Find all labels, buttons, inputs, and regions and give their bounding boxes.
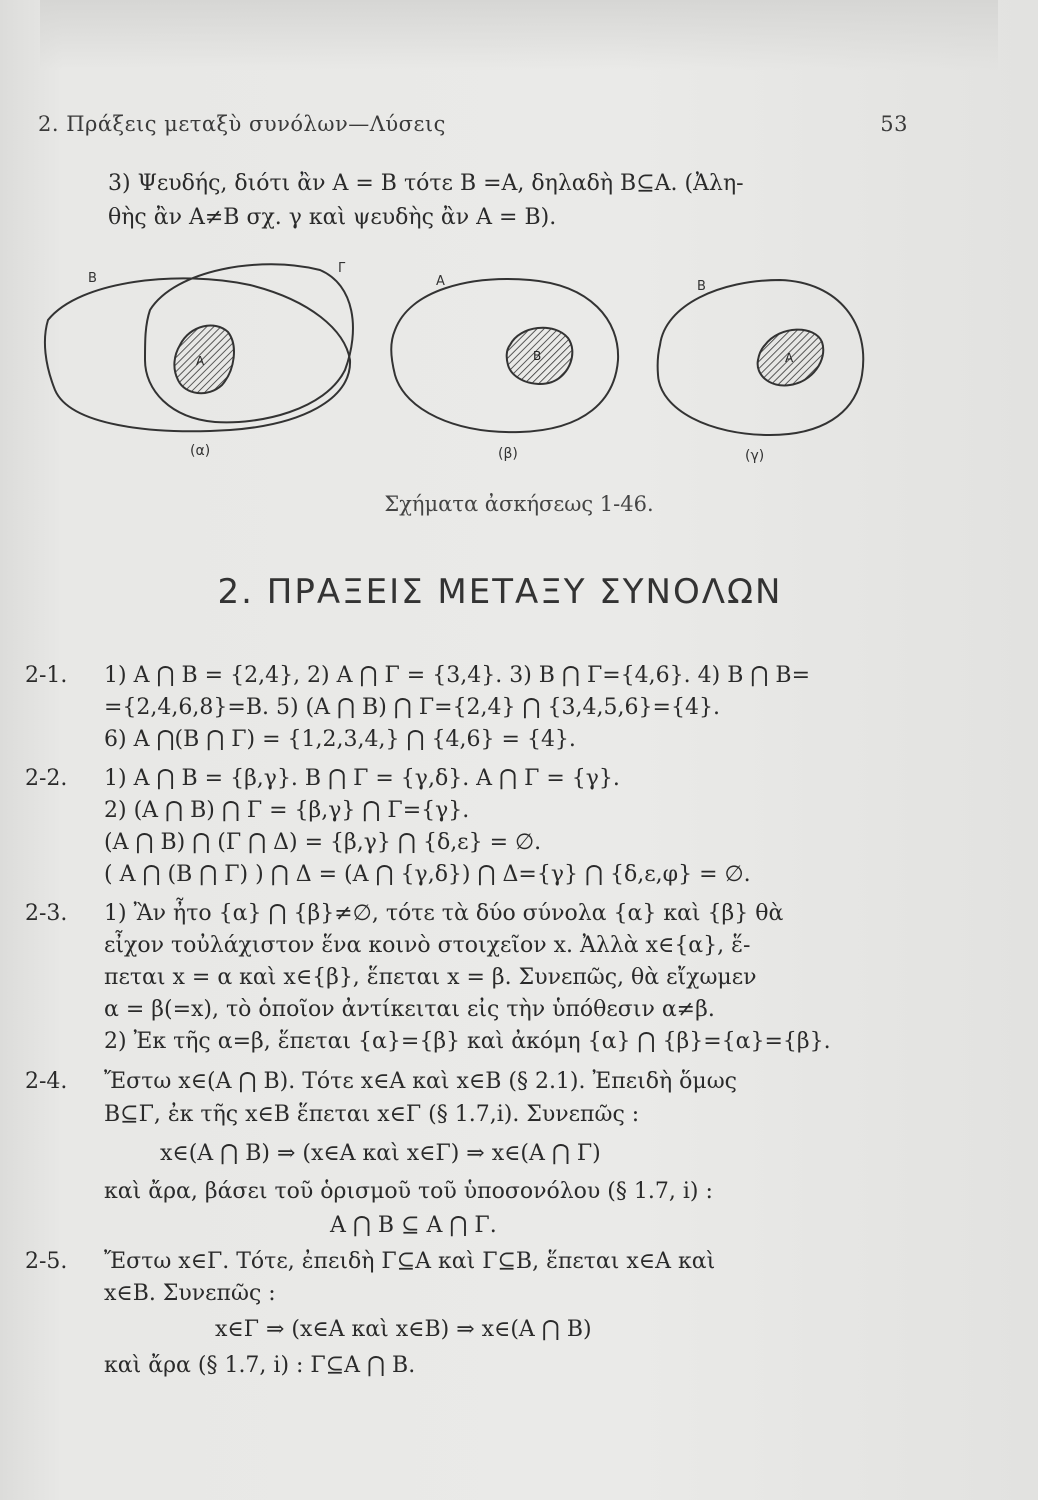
figure-b-caption: (β) <box>498 446 518 462</box>
figure-a-second-label: Γ <box>338 261 346 276</box>
figure-b-outer-label: A <box>436 274 445 289</box>
exercise-line: x∈(A ⋂ B) ⇒ (x∈A καὶ x∈Γ) ⇒ x∈(A ⋂ Γ) <box>160 1141 601 1166</box>
exercise-line: καὶ ἄρα, βάσει τοῦ ὁρισμοῦ τοῦ ὑποσονόλου (§ 1.7, i) : <box>104 1179 713 1204</box>
exercise-line: 1) A ⋂ B = {2,4}, 2) A ⋂ Γ = {3,4}. 3) B ⋂ Γ={4,6}. 4) B ⋂ B= <box>104 663 811 688</box>
figure-c-outer-label: B <box>697 279 706 294</box>
exercise-line: Ἔστω x∈(A ⋂ B). Τότε x∈A καὶ x∈B (§ 2.1). Ἐπειδὴ ὅμως <box>104 1069 737 1094</box>
exercise-line: 6) A ⋂(B ⋂ Γ) = {1,2,3,4,} ⋂ {4,6} = {4}. <box>104 727 576 752</box>
figure-b-set-a <box>391 279 618 432</box>
figure-b <box>391 274 618 462</box>
exercise-line: πεται x = α καὶ x∈{β}, ἕπεται x = β. Συνεπῶς, θὰ εἴχωμεν <box>104 965 757 990</box>
intro-line-1: 3) Ψευδής, διότι ἂν A = B τότε B =A, δηλαδὴ B⊆A. (Ἀλη- <box>108 171 744 196</box>
exercise-line: 2) Ἐκ τῆς α=β, ἕπεται {α}={β} καὶ ἀκόμη {α} ⋂ {β}={α}={β}. <box>104 1029 831 1054</box>
section-title: 2. ΠΡΑΞΕΙΣ ΜΕΤΑΞΥ ΣΥΝΟΛΩΝ <box>217 572 783 612</box>
page-number: 53 <box>880 112 908 136</box>
exercise-number: 2-1. <box>25 663 68 688</box>
figure-a-inner-label: A <box>196 354 205 368</box>
figure-caption: Σχήματα ἀσκήσεως 1-46. <box>384 492 654 516</box>
figure-a-outer-label: B <box>88 271 97 286</box>
exercise-line: 1) Ἂν ἦτο {α} ⋂ {β}≠∅, τότε τὰ δύο σύνολα {α} καὶ {β} θὰ <box>104 901 784 926</box>
exercise-line: x∈B. Συνεπῶς : <box>104 1281 276 1306</box>
exercise-line: α = β(=x), τὸ ὁποῖον ἀντίκειται εἰς τὴν ὑπόθεσιν α≠β. <box>104 997 715 1022</box>
exercise-line: Ἔστω x∈Γ. Τότε, ἐπειδὴ Γ⊆A καὶ Γ⊆B, ἕπεται x∈A καὶ <box>104 1249 716 1274</box>
exercise-number: 2-5. <box>25 1249 68 1274</box>
figure-b-inner-label: B <box>533 349 542 363</box>
exercise-line: εἶχον τοὐλάχιστον ἕνα κοινὸ στοιχεῖον x. Ἀλλὰ x∈{α}, ἕ- <box>104 933 751 958</box>
venn-diagrams <box>0 250 1038 490</box>
bleed-through-shadow <box>40 0 998 70</box>
running-header <box>38 112 908 136</box>
exercise-line: ( A ⋂ (B ⋂ Γ) ) ⋂ Δ = (A ⋂ {γ,δ}) ⋂ Δ={γ} ⋂ {δ,ε,φ} = ∅. <box>104 862 751 887</box>
figure-c-inner-label: A <box>785 351 794 365</box>
exercise-number: 2-2. <box>25 766 68 791</box>
exercise-line: καὶ ἄρα (§ 1.7, i) : Γ⊆A ⋂ B. <box>104 1353 416 1378</box>
figure-a-caption: (α) <box>190 443 211 459</box>
intro-line-2: θὴς ἂν A≠B σχ. γ καὶ ψευδὴς ἂν A = B). <box>108 205 557 230</box>
exercise-line: A ⋂ B ⊆ A ⋂ Γ. <box>330 1213 497 1238</box>
figure-c <box>658 279 864 464</box>
exercise-line: x∈Γ ⇒ (x∈A καὶ x∈B) ⇒ x∈(A ⋂ B) <box>215 1317 592 1342</box>
exercise-number: 2-4. <box>25 1069 68 1094</box>
exercise-line: B⊆Γ, ἐκ τῆς x∈B ἕπεται x∈Γ (§ 1.7,i). Συνεπῶς : <box>104 1102 640 1127</box>
figure-a <box>45 261 353 459</box>
figure-a-set-g <box>145 264 353 422</box>
exercise-line: 1) A ⋂ B = {β,γ}. B ⋂ Γ = {γ,δ}. A ⋂ Γ = {γ}. <box>104 766 620 791</box>
exercise-line: ={2,4,6,8}=B. 5) (A ⋂ B) ⋂ Γ={2,4} ⋂ {3,4,5,6}={4}. <box>104 695 720 720</box>
running-title: 2. Πράξεις μεταξὺ συνόλων—Λύσεις <box>38 112 446 136</box>
exercise-number: 2-3. <box>25 901 68 926</box>
exercise-line: (A ⋂ B) ⋂ (Γ ⋂ Δ) = {β,γ} ⋂ {δ,ε} = ∅. <box>104 830 542 855</box>
exercise-line: 2) (A ⋂ B) ⋂ Γ = {β,γ} ⋂ Γ={γ}. <box>104 798 470 823</box>
figure-c-caption: (γ) <box>745 448 765 464</box>
